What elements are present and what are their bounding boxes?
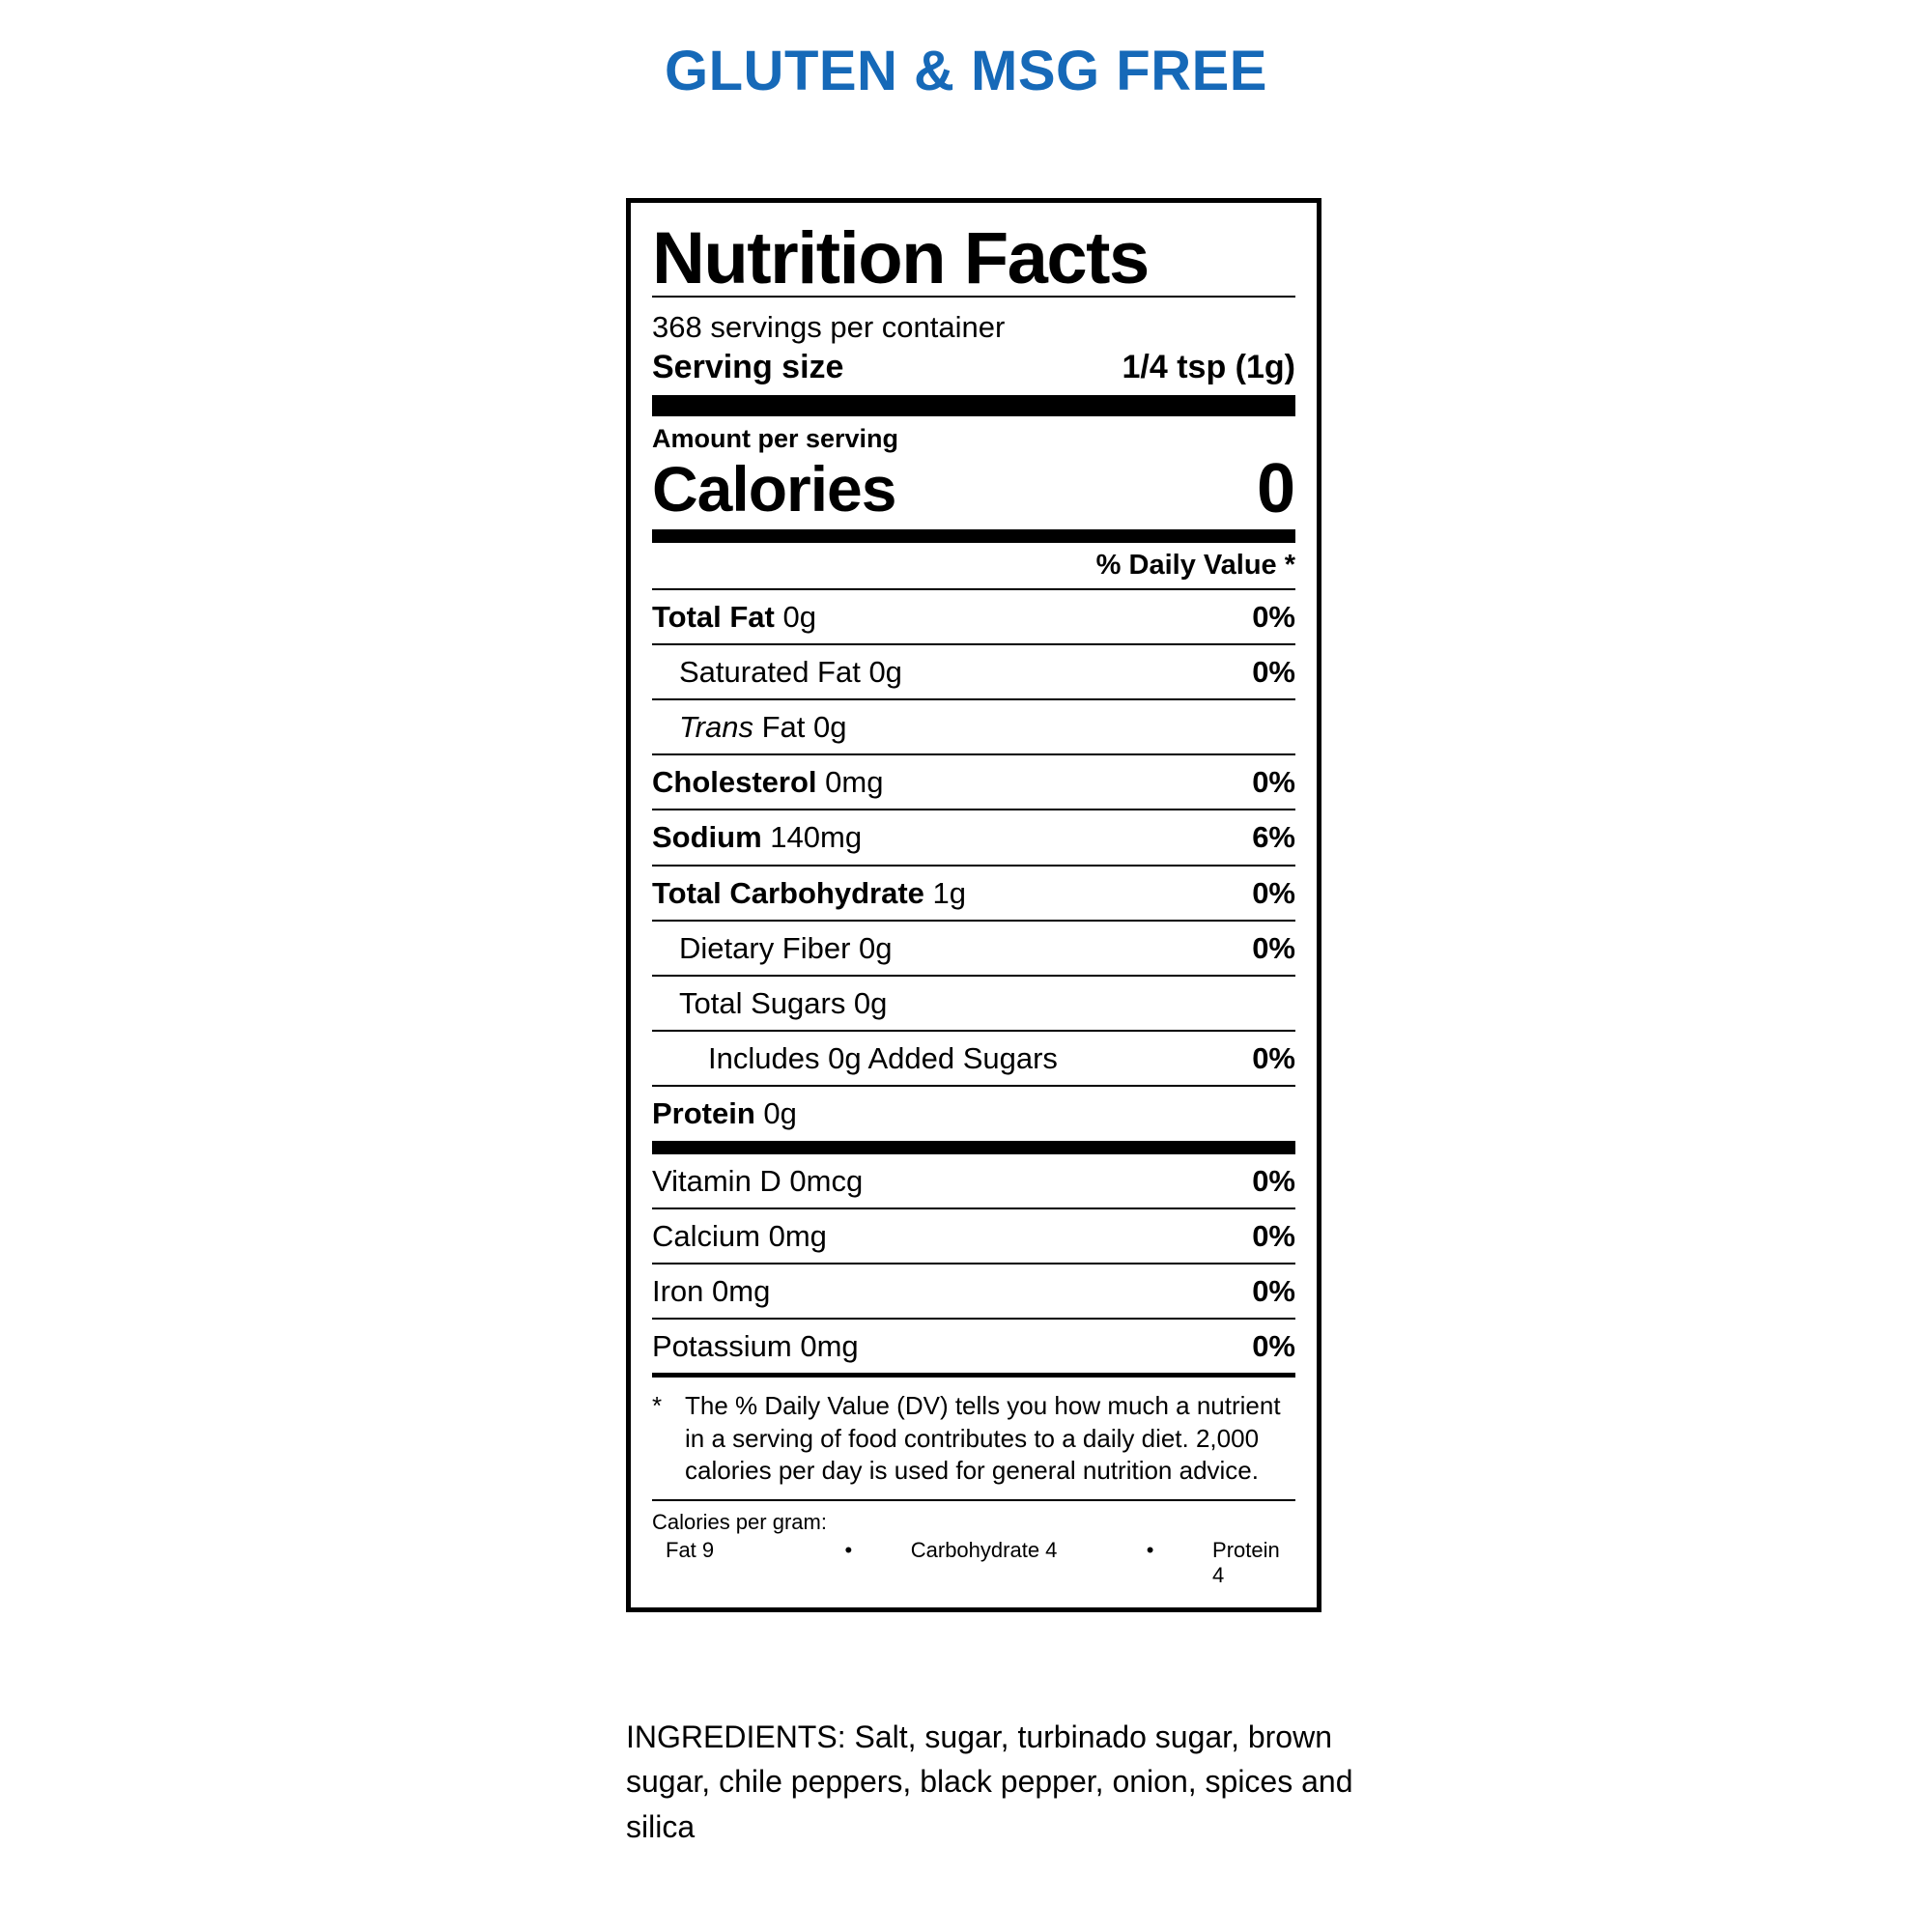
serving-size-value: 1/4 tsp (1g) bbox=[1122, 348, 1295, 385]
row-vitamin-d-label: Vitamin D 0mcg bbox=[652, 1163, 864, 1198]
footnote-text: The % Daily Value (DV) tells you how much a nutrient in a serving of food contributes to a daily diet. 2,000 calories per day is used for general nutrition advice. bbox=[685, 1391, 1281, 1485]
carbohydrate-amount: 1g bbox=[932, 875, 967, 910]
cpg-fat: Fat 9 bbox=[666, 1538, 715, 1563]
serving-size-row bbox=[652, 347, 1295, 416]
protein-nutrient: Protein bbox=[652, 1096, 755, 1131]
total-fat-amount: 0g bbox=[782, 599, 816, 634]
servings-per-container: 368 servings per container bbox=[652, 310, 1006, 344]
row-saturated-fat-label: Saturated Fat 0g bbox=[679, 654, 902, 689]
row-protein bbox=[652, 1087, 1295, 1153]
row-total-sugars-label: Total Sugars 0g bbox=[679, 985, 888, 1020]
cpg-bullet-1-icon: • bbox=[844, 1538, 853, 1563]
row-total-fat-label bbox=[652, 599, 816, 635]
row-total-fat-dv: 0% bbox=[1252, 599, 1295, 634]
cholesterol-amount: 0mg bbox=[825, 765, 884, 800]
ingredients-text: INGREDIENTS: Salt, sugar, turbinado sugar, brown sugar, chile peppers, black pepper, onion, spices and silica bbox=[626, 1719, 1353, 1844]
row-total-carbohydrate-dv: 0% bbox=[1252, 875, 1295, 910]
row-total-fat bbox=[652, 590, 1295, 645]
row-sodium-label bbox=[652, 819, 862, 855]
cpg-bullet-2-icon: • bbox=[1146, 1538, 1154, 1563]
row-cholesterol-dv: 0% bbox=[1252, 765, 1295, 800]
row-vitamin-d-dv: 0% bbox=[1252, 1163, 1295, 1198]
row-sodium-dv: 6% bbox=[1252, 820, 1295, 855]
cholesterol-nutrient: Cholesterol bbox=[652, 765, 817, 800]
daily-value-header: % Daily Value * bbox=[652, 543, 1295, 590]
row-trans-fat-label bbox=[652, 709, 846, 745]
calories-label: Calories bbox=[652, 453, 896, 526]
protein-amount: 0g bbox=[763, 1096, 797, 1131]
row-dietary-fiber-label: Dietary Fiber 0g bbox=[679, 930, 893, 965]
row-potassium bbox=[652, 1320, 1295, 1378]
calories-per-gram-row bbox=[652, 1538, 1295, 1588]
calories-per-gram-title: Calories per gram: bbox=[652, 1510, 827, 1535]
row-cholesterol-label bbox=[652, 764, 883, 800]
cpg-protein: Protein 4 bbox=[1212, 1538, 1280, 1588]
gluten-msg-free-banner: GLUTEN & MSG FREE bbox=[665, 40, 1267, 102]
calories-per-gram-block bbox=[652, 1501, 1295, 1594]
sodium-amount: 140mg bbox=[770, 820, 863, 855]
row-calcium-dv: 0% bbox=[1252, 1218, 1295, 1253]
row-iron-label: Iron 0mg bbox=[652, 1273, 771, 1308]
row-saturated-fat-dv: 0% bbox=[1252, 654, 1295, 689]
row-potassium-dv: 0% bbox=[1252, 1329, 1295, 1364]
row-calcium bbox=[652, 1209, 1295, 1264]
row-added-sugars-label: Includes 0g Added Sugars bbox=[708, 1041, 1058, 1076]
row-potassium-label: Potassium 0mg bbox=[652, 1329, 859, 1364]
nutrition-facts-title: Nutrition Facts bbox=[652, 222, 1295, 298]
nutrition-facts-panel bbox=[626, 198, 1321, 1612]
trans-italic-word: Trans bbox=[679, 710, 753, 745]
row-iron-dv: 0% bbox=[1252, 1273, 1295, 1308]
amount-per-serving-label: Amount per serving bbox=[652, 423, 899, 453]
row-cholesterol bbox=[652, 755, 1295, 810]
row-dietary-fiber-dv: 0% bbox=[1252, 930, 1295, 965]
row-added-sugars-dv: 0% bbox=[1252, 1041, 1295, 1076]
cpg-carbohydrate: Carbohydrate 4 bbox=[910, 1538, 1058, 1563]
row-saturated-fat bbox=[652, 645, 1295, 700]
sodium-nutrient: Sodium bbox=[652, 820, 762, 855]
calories-value: 0 bbox=[1256, 449, 1295, 527]
row-protein-label bbox=[652, 1095, 797, 1131]
total-fat-nutrient: Total Fat bbox=[652, 599, 775, 634]
row-calcium-label: Calcium 0mg bbox=[652, 1218, 827, 1253]
row-total-carbohydrate bbox=[652, 867, 1295, 922]
row-vitamin-d bbox=[652, 1154, 1295, 1209]
row-added-sugars bbox=[652, 1032, 1295, 1087]
row-trans-fat bbox=[652, 700, 1295, 755]
row-dietary-fiber bbox=[652, 922, 1295, 977]
daily-value-footnote bbox=[652, 1378, 1295, 1501]
carbohydrate-nutrient: Total Carbohydrate bbox=[652, 875, 924, 910]
row-total-carbohydrate-label bbox=[652, 875, 966, 911]
footnote-star: * bbox=[652, 1391, 663, 1421]
calories-row bbox=[652, 449, 1295, 543]
serving-size-label: Serving size bbox=[652, 348, 844, 385]
trans-fat-amount: Fat 0g bbox=[761, 710, 847, 745]
row-total-sugars bbox=[652, 977, 1295, 1032]
row-sodium bbox=[652, 810, 1295, 866]
row-iron bbox=[652, 1264, 1295, 1320]
